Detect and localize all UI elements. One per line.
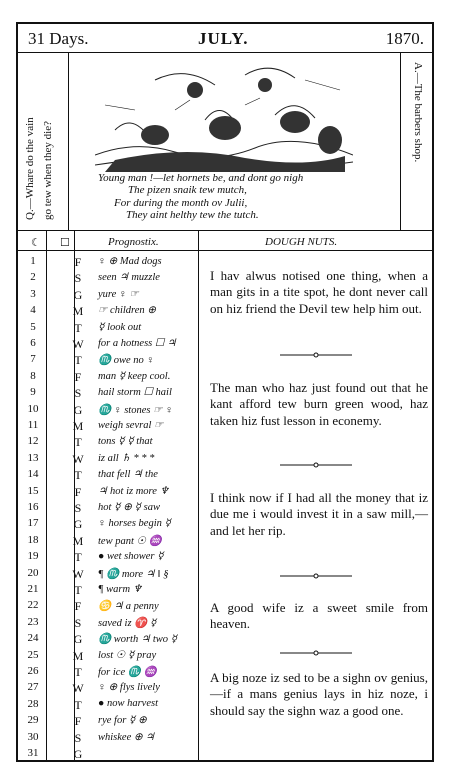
prognostix-text: that fell ♃ the (98, 469, 158, 481)
verse-line: The pizen snaik tew mutch, (128, 184, 247, 197)
prognostix-text: ☞ children ⊕ (98, 305, 157, 317)
weekday-letter: F (74, 484, 82, 499)
day-row (18, 747, 432, 764)
top-section-rule (18, 230, 432, 231)
weekday-letter: W (72, 566, 84, 581)
weekday-letter: W (72, 337, 84, 351)
verse-block (80, 172, 380, 222)
day-number: 31 (27, 747, 39, 759)
prognostix-text: weigh sevral ☞ (98, 420, 164, 431)
prognostix-text: lost ☉ ☿ pray (98, 649, 157, 661)
weekday-letter: T (74, 550, 82, 565)
day-number: 9 (30, 386, 36, 399)
day-number: 5 (30, 320, 36, 333)
weekday-letter: W (72, 451, 84, 466)
weekday-letter: T (74, 665, 82, 679)
weekday-letter: F (74, 369, 82, 384)
divider-ornament (280, 352, 352, 358)
day-number: 12 (27, 435, 39, 448)
day-number: 4 (30, 304, 36, 317)
dough-nut-paragraph: I think now if I had all the money that iz due me i would invest it in a saw mill,—and let her rip. (210, 490, 428, 538)
weekday-letter: T (74, 697, 82, 712)
day-column-header: ☾ (31, 237, 41, 249)
weekday-letter: G (73, 287, 83, 302)
year-label: 1870. (385, 29, 424, 48)
day-number: 17 (27, 517, 39, 530)
prognostix-text: for ice ♏ ♒ (98, 667, 157, 678)
weekday-letter: F (74, 255, 82, 269)
prognostix-text: ¶ warm ♆ (98, 584, 143, 595)
column-header-rule (18, 250, 432, 251)
woodcut-illustration (95, 60, 353, 172)
day-number: 27 (27, 681, 39, 694)
weekday-letter: M (72, 533, 84, 548)
day-number: 19 (27, 550, 39, 563)
day-number: 6 (30, 337, 36, 349)
weekday-letter: S (74, 730, 82, 745)
day-number: 18 (27, 533, 39, 546)
prognostix-text: saved iz ♈ ☿ (98, 617, 157, 629)
weekday-letter: M (72, 419, 84, 433)
prognostix-text: ♏ owe no ♀ (98, 355, 155, 367)
header-rule (18, 52, 432, 53)
weekday-letter: F (74, 714, 82, 729)
day-number: 20 (27, 566, 39, 579)
day-number: 7 (30, 353, 36, 366)
side-question-line1: Q.—Whare do the vain (24, 117, 36, 220)
right-side-rule (400, 52, 401, 230)
prognostix-text: for a hotness ☐ ♃ (98, 338, 177, 349)
day-number: 14 (27, 468, 39, 481)
weekday-letter: G (73, 402, 83, 417)
day-number: 2 (30, 271, 36, 284)
day-number: 28 (27, 697, 39, 710)
divider-ornament (280, 573, 352, 579)
prognostix-text: hail storm ☐ hail (98, 387, 172, 399)
day-number: 1 (30, 255, 36, 267)
side-answer: A.—The barbers shop. (412, 62, 424, 163)
weekday-letter: S (74, 386, 82, 401)
weekday-letter: T (74, 468, 82, 483)
dough-nut-paragraph: The man who haz just found out that he kant afford tew burn green wood, haz taken hiz fust lesson in econemy. (210, 380, 428, 428)
weekday-letter: G (73, 747, 83, 761)
verse-line: They aint helthy tew the tutch. (126, 209, 259, 222)
weekday-letter: T (74, 320, 82, 335)
prognostix-text: man ☿ keep cool. (98, 370, 171, 382)
verse-line: Young man !—let hornets be, and dont go nigh (98, 172, 304, 184)
day-number: 23 (27, 615, 39, 628)
day-row (18, 550, 432, 567)
day-number: 30 (27, 730, 39, 743)
prognostix-text: ☿ look out (98, 321, 142, 333)
day-row (18, 632, 432, 649)
weekday-letter: T (74, 583, 82, 597)
weekday-letter: G (73, 517, 83, 532)
weekday-letter: F (74, 599, 82, 614)
day-row (18, 435, 432, 452)
day-number: 15 (27, 484, 39, 497)
day-row (18, 321, 432, 338)
divider-ornament (280, 650, 352, 656)
day-number: 3 (30, 287, 36, 300)
prognostix-text: seen ♃ muzzle (98, 272, 160, 284)
prognostix-text: ¶ ♏ more ♃ ‖ § (98, 568, 169, 580)
prognostix-text: ♋ ♃ a penny (98, 601, 159, 613)
day-number: 16 (27, 501, 39, 513)
prognostix-header: Prognostix. (108, 236, 159, 248)
day-number: 21 (27, 583, 39, 595)
month-title: JULY. (198, 29, 249, 48)
prognostix-text: tons ☿ ☿ that (98, 436, 153, 448)
day-row (18, 567, 432, 584)
prognostix-text: whiskee ⊕ ♃ (98, 731, 155, 743)
prognostix-text: ♃ hot iz more ♆ (98, 485, 169, 497)
day-row (18, 452, 432, 469)
day-number: 22 (27, 599, 39, 612)
weekday-letter: G (73, 632, 83, 647)
day-number: 11 (27, 419, 39, 431)
prognostix-text: hot ☿ ⊕ ☿ saw (98, 502, 160, 513)
day-row (18, 468, 432, 485)
day-row (18, 583, 432, 600)
side-question-line2: go tew when they die? (42, 121, 54, 220)
dough-nut-paragraph: A big noze iz sed to be a sighn ov genius,—if a mans genius lays in hiz noze, i should say the sighn waz a good one. (210, 670, 428, 718)
prognostix-text: ♏ worth ♃ two ☿ (98, 634, 178, 646)
divider-ornament (280, 462, 352, 468)
prognostix-text: ♏ ♀ stones ☞ ♀ (98, 404, 173, 416)
dough-nut-paragraph: A good wife iz a sweet smile from heaven. (210, 600, 428, 632)
calendar-header (18, 24, 432, 54)
weekday-letter: M (72, 304, 84, 319)
day-number: 13 (27, 451, 39, 464)
days-count: 31 Days. (28, 29, 89, 48)
day-row (18, 337, 432, 354)
day-number: 8 (30, 369, 36, 382)
day-row (18, 649, 432, 666)
weekday-letter: S (74, 615, 82, 630)
dough-nut-paragraph: I hav alwus notised one thing, when a man gits in a tite spot, he dont never call on hiz friend the Devil tew help him out. (210, 268, 428, 316)
left-side-rule (68, 52, 69, 230)
prognostix-text: rye for ☿ ⊕ (98, 715, 147, 727)
weekday-column-header: ☐ (60, 237, 70, 249)
weekday-letter: W (72, 681, 84, 696)
day-row (18, 353, 432, 370)
weekday-letter: T (74, 435, 82, 450)
prognostix-text: ♀ ⊕ flys lively (98, 682, 160, 694)
prognostix-text: tew pant ☉ ♒ (98, 535, 162, 547)
day-number: 26 (27, 665, 39, 677)
weekday-letter: T (74, 353, 82, 368)
prognostix-text: ● wet shower ☿ (98, 551, 164, 563)
prognostix-text: ♀ horses begin ☿ (98, 518, 171, 530)
prognostix-text: ♀ ⊕ Mad dogs (98, 256, 162, 267)
day-number: 24 (27, 632, 39, 645)
weekday-letter: S (74, 271, 82, 286)
day-number: 10 (27, 402, 39, 415)
weekday-letter: M (72, 648, 84, 663)
prognostix-text: iz all ♄ * * * (98, 452, 155, 464)
day-number: 25 (27, 648, 39, 661)
verse-line: For during the month ov Julii, (114, 196, 248, 209)
prognostix-text: ● now harvest (98, 697, 159, 709)
dough-nuts-header: DOUGH NUTS. (265, 236, 338, 248)
weekday-letter: S (74, 501, 82, 515)
day-row (18, 731, 432, 748)
day-number: 29 (27, 714, 39, 727)
prognostix-text: yure ♀ ☞ (98, 288, 139, 300)
